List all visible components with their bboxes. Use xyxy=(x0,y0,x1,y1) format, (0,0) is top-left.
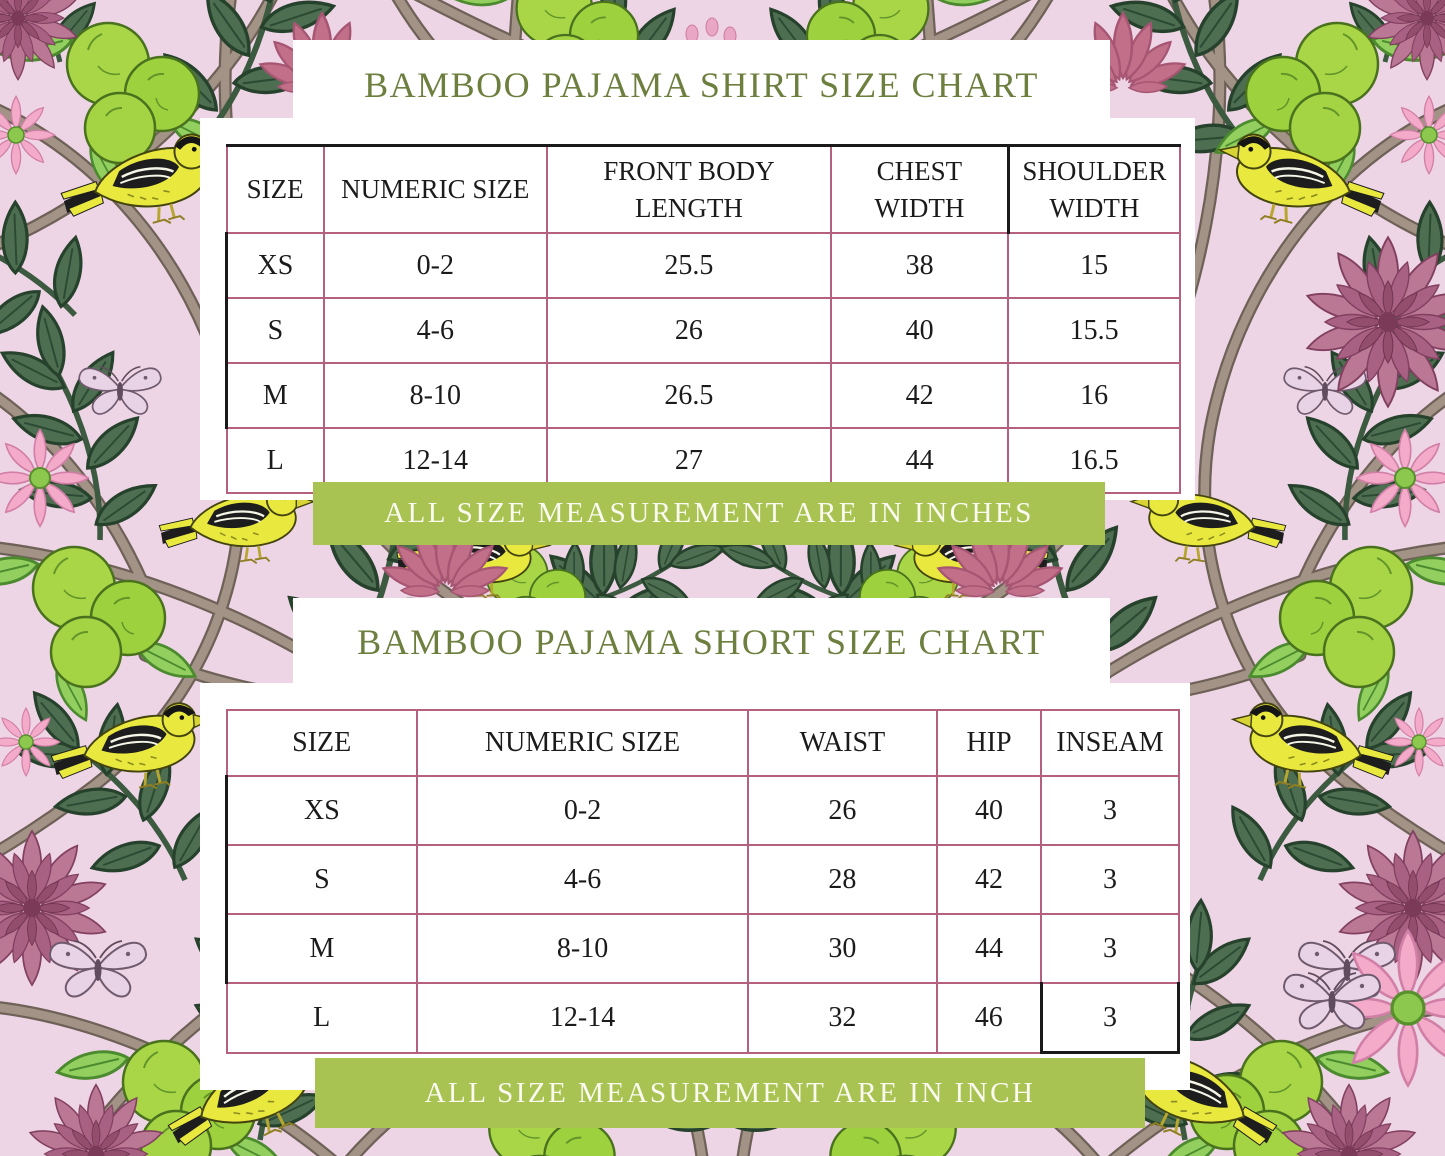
cell-hip: 46 xyxy=(937,983,1042,1053)
cell-waist: 26 xyxy=(748,776,936,845)
short-chart-title: BAMBOO PAJAMA SHORT SIZE CHART xyxy=(357,622,1046,662)
header-cell-numeric-size: NUMERIC SIZE xyxy=(417,710,748,776)
short-chart-table-card xyxy=(200,683,1190,1090)
cell-size: M xyxy=(227,914,417,983)
cell-front-body-length: 26 xyxy=(547,298,831,363)
header-cell-numeric-size: NUMERIC SIZE xyxy=(324,146,547,234)
cell-front-body-length: 25.5 xyxy=(547,233,831,298)
cell-shoulder-width: 16.5 xyxy=(1008,428,1180,493)
table-header-row xyxy=(227,710,1179,776)
table-row-l xyxy=(227,983,1179,1053)
cell-size: S xyxy=(227,845,417,914)
cell-numeric-size: 4-6 xyxy=(417,845,748,914)
cell-shoulder-width: 15 xyxy=(1008,233,1180,298)
cell-inseam: 3 xyxy=(1041,914,1178,983)
cell-hip: 44 xyxy=(937,914,1042,983)
cell-front-body-length: 27 xyxy=(547,428,831,493)
table-header-row xyxy=(227,146,1181,234)
cell-inseam: 3 xyxy=(1041,776,1178,845)
cell-numeric-size: 0-2 xyxy=(417,776,748,845)
cell-chest-width: 40 xyxy=(831,298,1008,363)
cell-numeric-size: 12-14 xyxy=(324,428,547,493)
cell-shoulder-width: 15.5 xyxy=(1008,298,1180,363)
cell-hip: 42 xyxy=(937,845,1042,914)
header-cell-size: SIZE xyxy=(227,710,417,776)
cell-numeric-size: 8-10 xyxy=(417,914,748,983)
header-cell-hip: HIP xyxy=(937,710,1042,776)
cell-chest-width: 44 xyxy=(831,428,1008,493)
table-row-s xyxy=(227,298,1181,363)
cell-hip: 40 xyxy=(937,776,1042,845)
cell-size: S xyxy=(227,298,324,363)
short-chart-note-banner xyxy=(315,1058,1145,1128)
cell-numeric-size: 12-14 xyxy=(417,983,748,1053)
table-row-xs xyxy=(227,776,1179,845)
cell-chest-width: 42 xyxy=(831,363,1008,428)
header-cell-waist: WAIST xyxy=(748,710,936,776)
table-row-s xyxy=(227,845,1179,914)
cell-numeric-size: 0-2 xyxy=(324,233,547,298)
cell-shoulder-width: 16 xyxy=(1008,363,1180,428)
cell-numeric-size: 8-10 xyxy=(324,363,547,428)
header-cell-chest-width: CHEST WIDTH xyxy=(831,146,1008,234)
table-row-m xyxy=(227,363,1181,428)
header-cell-inseam: INSEAM xyxy=(1041,710,1178,776)
header-cell-shoulder-width: SHOULDER WIDTH xyxy=(1008,146,1180,234)
header-cell-front-body-length: FRONT BODY LENGTH xyxy=(547,146,831,234)
short-chart-title-card xyxy=(293,598,1110,686)
cell-chest-width: 38 xyxy=(831,233,1008,298)
shirt-chart-title: BAMBOO PAJAMA SHIRT SIZE CHART xyxy=(364,65,1039,105)
shirt-chart-note: ALL SIZE MEASUREMENT ARE IN INCHES xyxy=(384,497,1034,529)
shirt-chart-title-card xyxy=(293,40,1110,130)
table-row-xs xyxy=(227,233,1181,298)
header-cell-size: SIZE xyxy=(227,146,324,234)
cell-numeric-size: 4-6 xyxy=(324,298,547,363)
cell-size: M xyxy=(227,363,324,428)
cell-size: L xyxy=(227,428,324,493)
short-chart-note: ALL SIZE MEASUREMENT ARE IN INCH xyxy=(424,1076,1036,1109)
cell-size: L xyxy=(227,983,417,1053)
cell-size: XS xyxy=(227,776,417,845)
cell-size: XS xyxy=(227,233,324,298)
cell-waist: 30 xyxy=(748,914,936,983)
table-row-m xyxy=(227,914,1179,983)
short-size-table xyxy=(225,709,1180,1054)
cell-front-body-length: 26.5 xyxy=(547,363,831,428)
shirt-size-table xyxy=(225,144,1181,494)
cell-waist: 28 xyxy=(748,845,936,914)
shirt-chart-table-card xyxy=(200,118,1195,500)
cell-waist: 32 xyxy=(748,983,936,1053)
cell-inseam: 3 xyxy=(1041,845,1178,914)
shirt-chart-note-banner xyxy=(313,482,1105,545)
cell-inseam: 3 xyxy=(1041,983,1178,1053)
